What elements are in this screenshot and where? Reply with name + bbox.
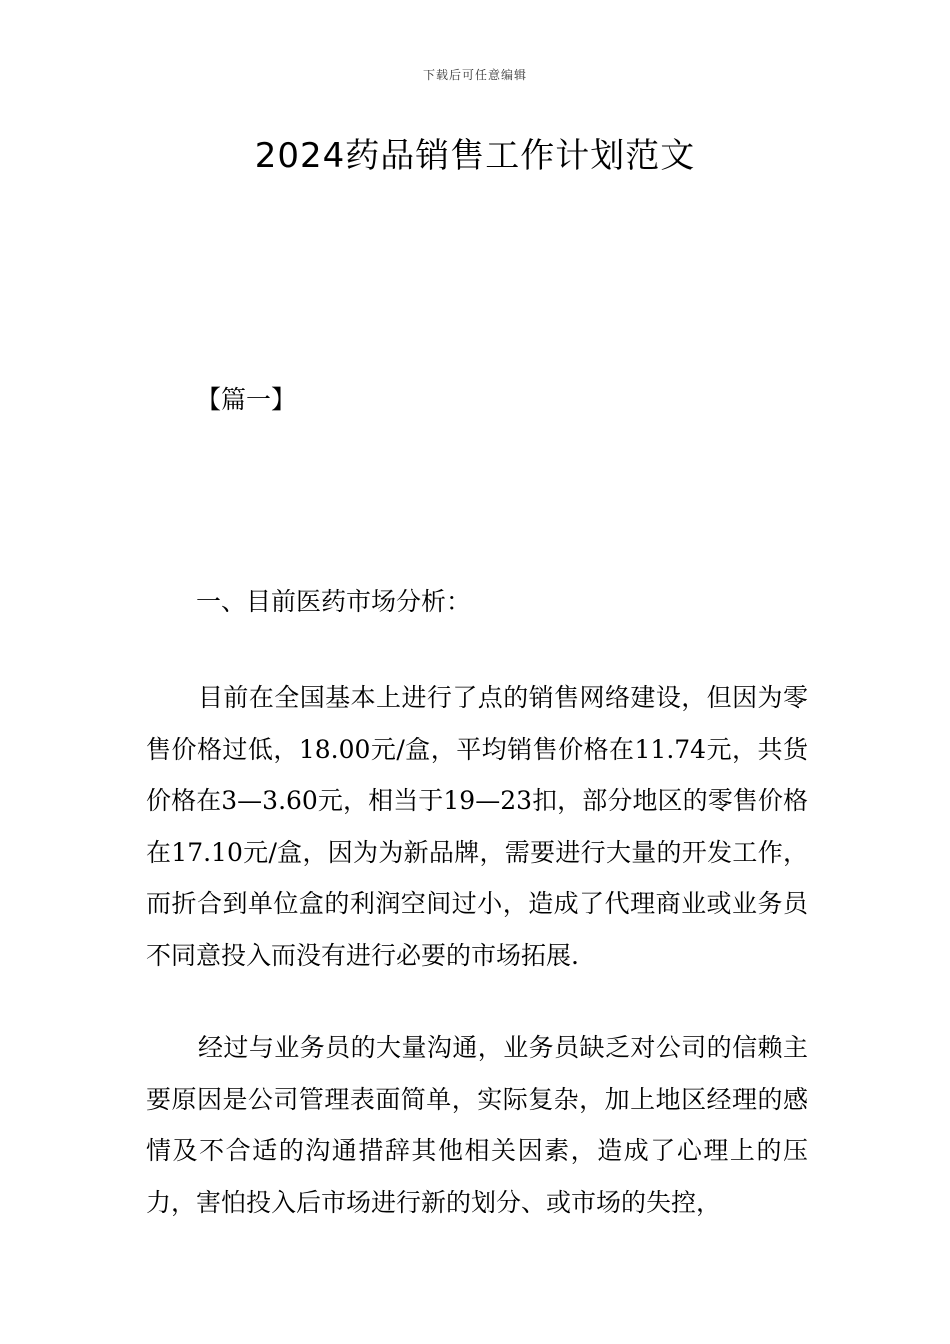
header-note: 下载后可任意编辑 bbox=[422, 68, 527, 82]
body-paragraph: 经过与业务员的大量沟通，业务员缺乏对公司的信赖主要原因是公司管理表面简单，实际复杂，加上地区经理的感情及不合适的沟通措辞其他相关因素，造成了心理上的压力，害怕投入后市场进行新的划分、或市场的失控， bbox=[146, 1033, 808, 1217]
section-label: 【篇一】 bbox=[196, 385, 297, 414]
section-heading: 一、目前医药市场分析： bbox=[196, 587, 472, 616]
document-title: 2024药品销售工作计划范文 bbox=[254, 136, 696, 176]
body-paragraph: 目前在全国基本上进行了点的销售网络建设，但因为零售价格过低，18.00元/盒，平均销售价格在11.74元，共货价格在3—3.60元，相当于19—23扣，部分地区的零售价格在17.10元/盒，因为为新品牌，需要进行大量的开发工作，而折合到单位盒的利润空间过小，造成了代理商业或业务员不同意投入而没有进行必要的市场拓展. bbox=[146, 683, 808, 970]
